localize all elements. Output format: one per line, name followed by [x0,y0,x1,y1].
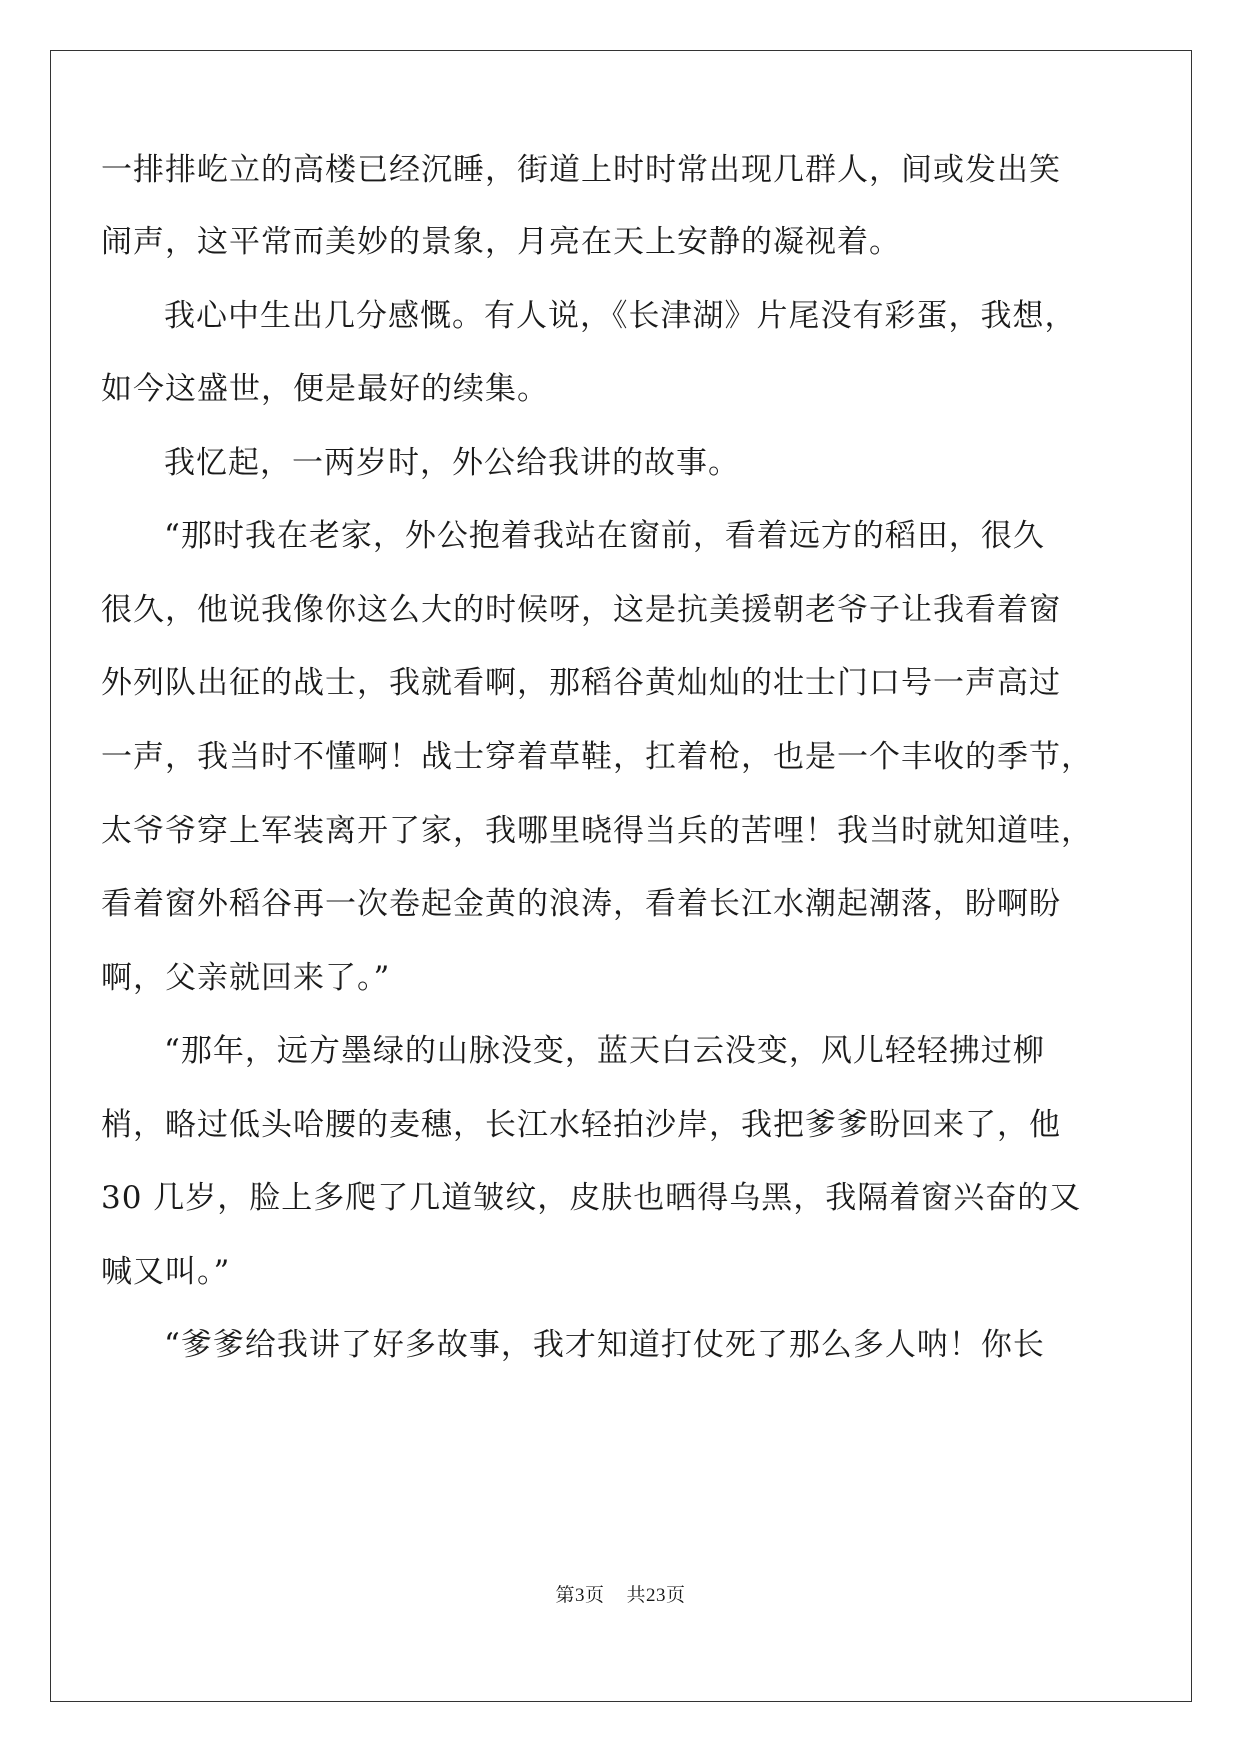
text-line: 如今这盛世，便是最好的续集。 [101,371,549,407]
text-line: 喊又叫。” [101,1254,231,1290]
text-line: 一声，我当时不懂啊！战士穿着草鞋，扛着枪，也是一个丰收的季节， [101,739,1093,775]
text-line: 看着窗外稻谷再一次卷起金黄的浪涛，看着长江水潮起潮落，盼啊盼 [101,886,1061,922]
text-line: 一排排屹立的高楼已经沉睡，街道上时时常出现几群人，间或发出笑 [101,152,1061,188]
text-line: 太爷爷穿上军装离开了家，我哪里晓得当兵的苦哩！我当时就知道哇， [101,813,1093,849]
text-line: 闹声，这平常而美妙的景象，月亮在天上安静的凝视着。 [101,224,901,260]
paragraph-first-line: 我忆起，一两岁时，外公给我讲的故事。 [164,445,740,481]
paragraph-first-line: “爹爹给我讲了好多故事，我才知道打仗死了那么多人呐！你长 [164,1327,1045,1363]
text-line: 外列队出征的战士，我就看啊，那稻谷黄灿灿的壮士门口号一声高过 [101,665,1061,701]
text-line: 啊，父亲就回来了。” [101,960,391,996]
text-line: 30 几岁，脸上多爬了几道皱纹，皮肤也晒得乌黑，我隔着窗兴奋的又 [101,1180,1082,1216]
paragraph-first-line: 我心中生出几分感慨。有人说，《长津湖》片尾没有彩蛋，我想， [164,298,1077,334]
paragraph-first-line: “那年，远方墨绿的山脉没变，蓝天白云没变，风儿轻轻拂过柳 [164,1033,1045,1069]
page-total: 共23页 [626,1585,686,1606]
paragraph-first-line: “那时我在老家，外公抱着我站在窗前，看着远方的稻田，很久 [164,518,1045,554]
page-footer [0,1580,1241,1607]
page-number: 第3页 [555,1585,605,1606]
text-line: 梢，略过低头哈腰的麦穗，长江水轻拍沙岸，我把爹爹盼回来了，他 [101,1107,1061,1143]
text-line: 很久，他说我像你这么大的时候呀，这是抗美援朝老爷子让我看着窗 [101,592,1061,628]
